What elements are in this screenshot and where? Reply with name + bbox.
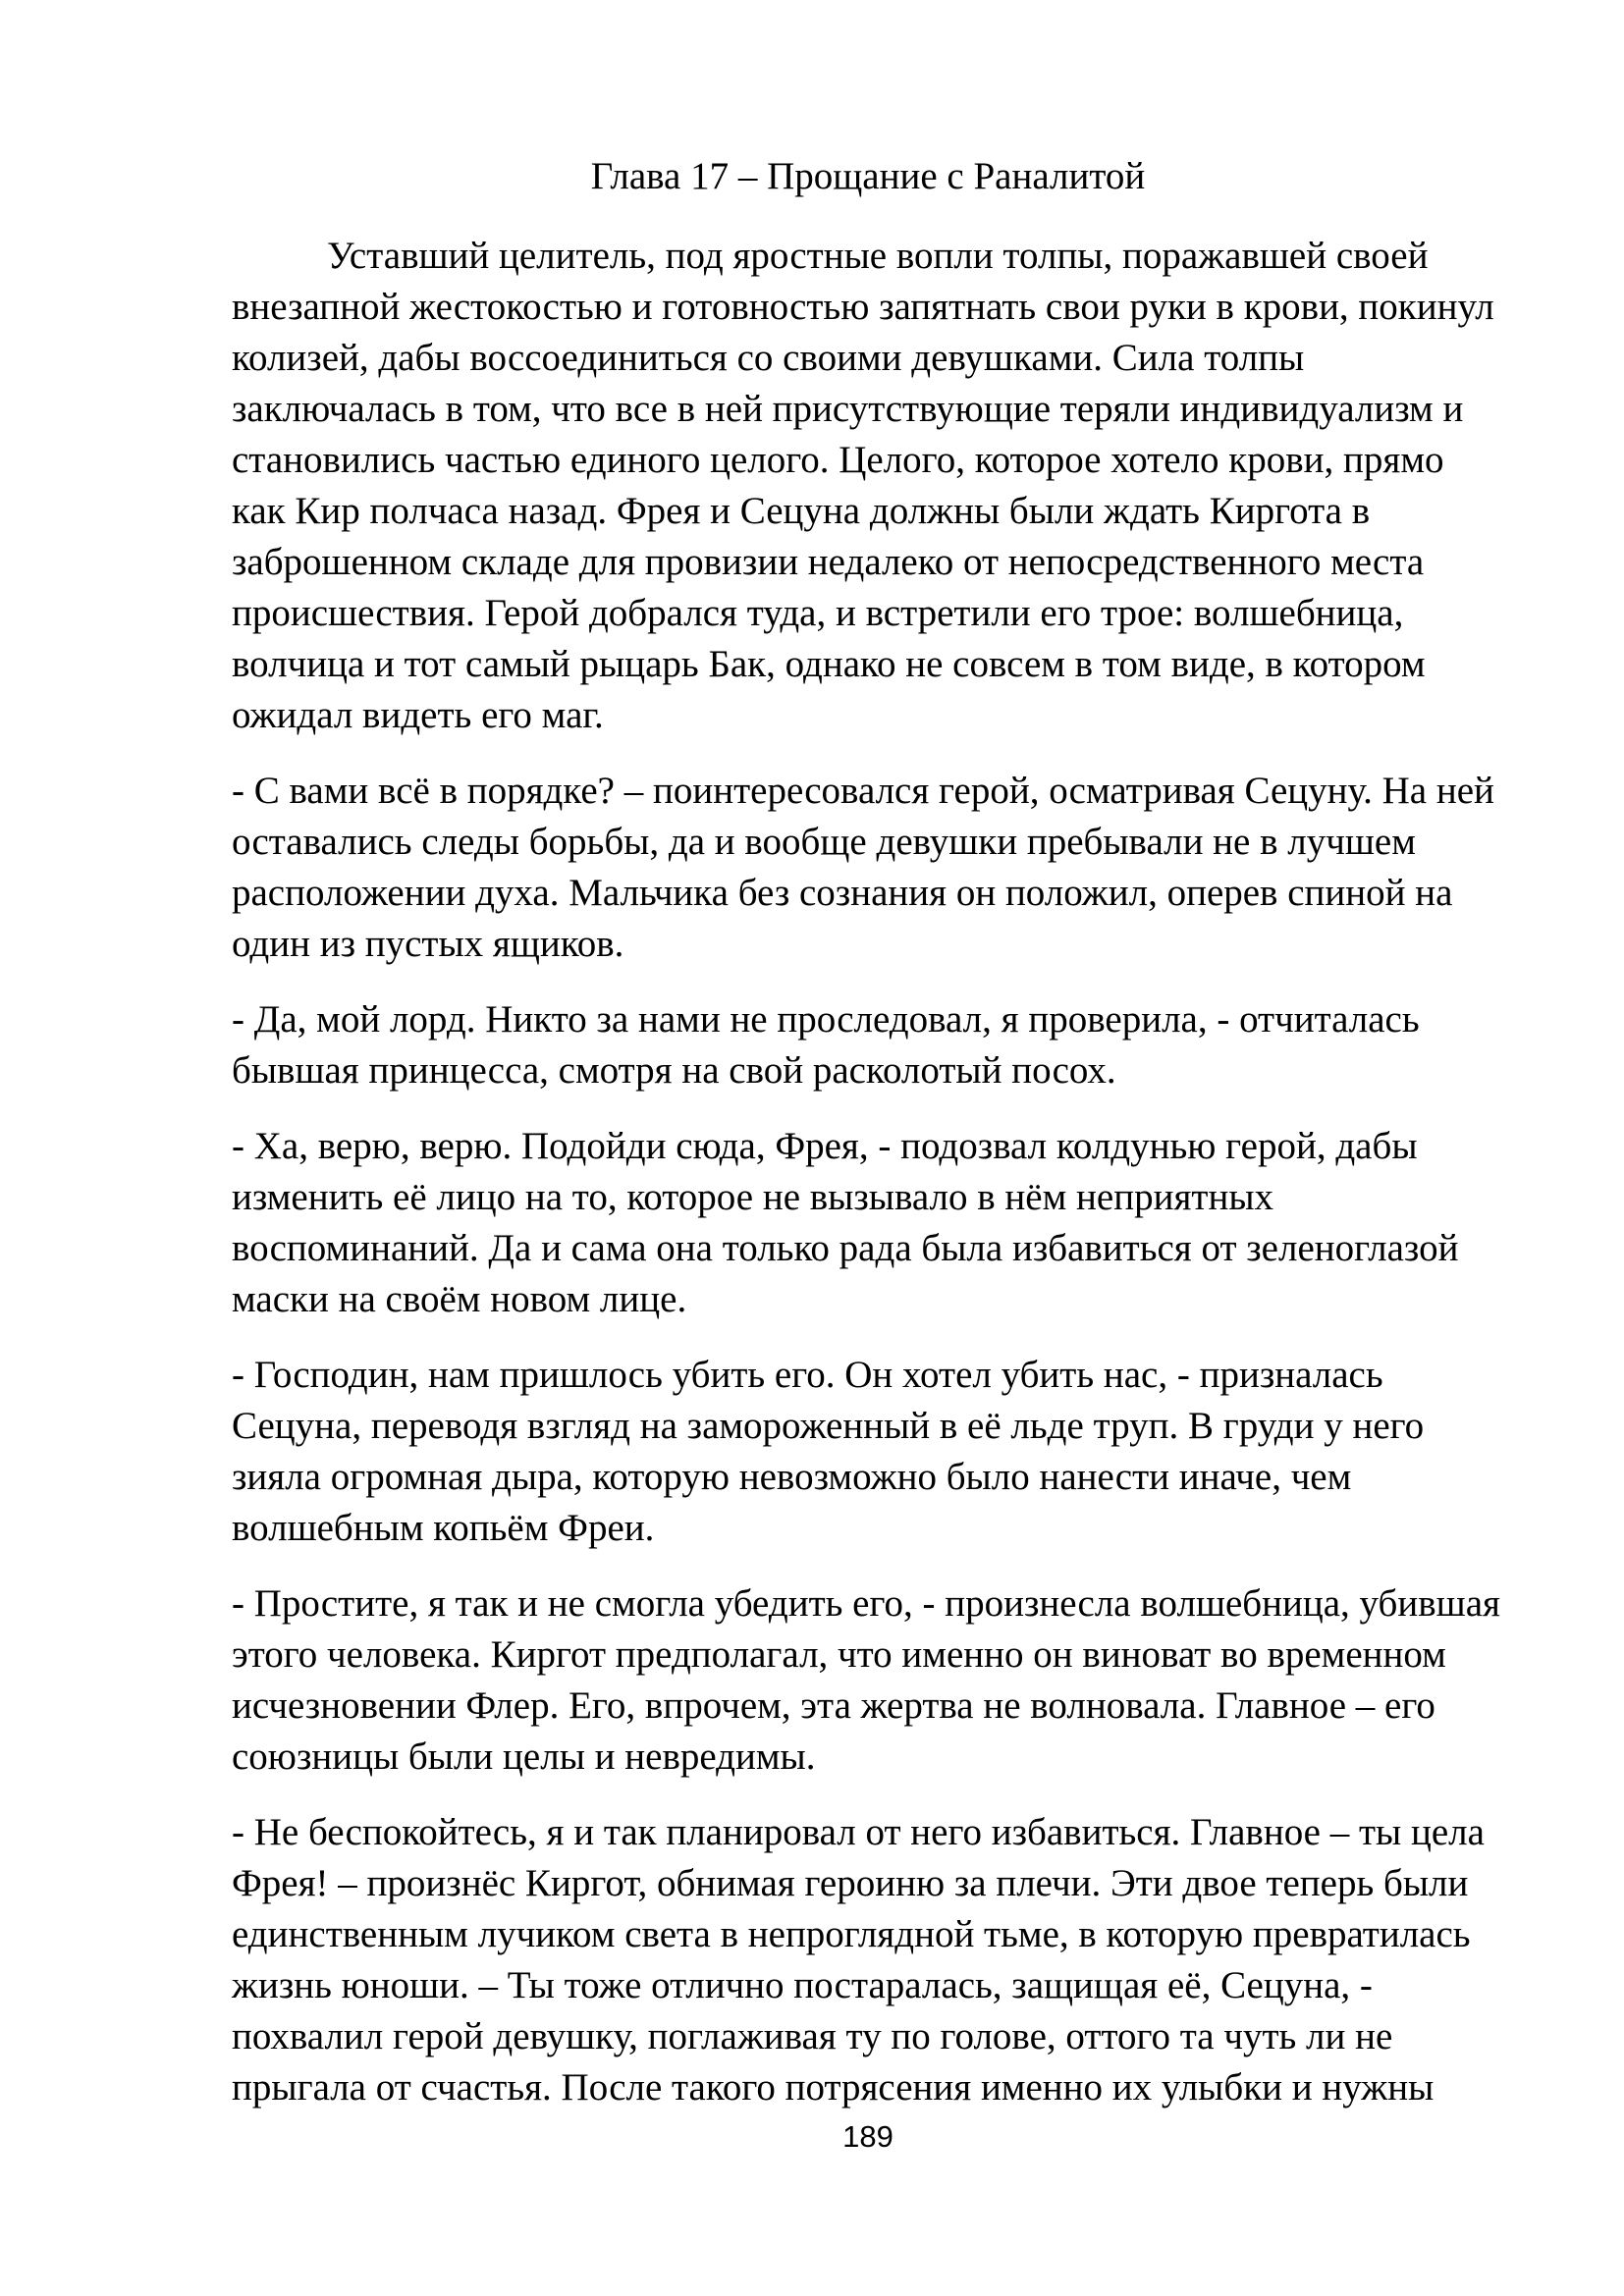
page-number: 189 — [842, 2119, 893, 2154]
paragraph: - Да, мой лорд. Никто за нами не проследовал, я проверила, - отчиталась бывшая принцесса, смотря на свой расколотый посох. — [232, 998, 1420, 1092]
chapter-title: Глава 17 – Прощание с Раналитой — [590, 155, 1146, 197]
text-block — [232, 0, 1504, 2138]
paragraph: Уставший целитель, под яростные вопли толпы, поражавшей своей внезапной жестокостью и готовностью запятнать свои руки в крови, покинул колизей, дабы воссоединиться со своими девушками. Сила толпы заключалась в том, что все в ней присутствующие теряли индивидуализм и становились частью единого целого. Целого, которое хотело крови, прямо как Кир полчаса назад. Фрея и Сецуна должны были ждать Киргота в заброшенном складе для провизии недалеко от непосредственного места происшествия. Герой добрался туда, и встретили его трое: волшебница, волчица и тот самый рыцарь Бак, однако не совсем в том виде, в котором ожидал видеть его маг. — [232, 235, 1494, 736]
paragraph: - Господин, нам пришлось убить его. Он хотел убить нас, - призналась Сецуна, переводя взгляд на замороженный в её льде труп. В груди у него зияла огромная дыра, которую невозможно было нанести иначе, чем волшебным копьём Фреи. — [232, 1354, 1425, 1549]
paragraph: - С вами всё в порядке? – поинтересовался герой, осматривая Сецуну. На ней оставались следы борьбы, да и вообще девушки пребывали не в лучшем расположении духа. Мальчика без сознания он положил, оперев спиной на один из пустых ящиков. — [232, 770, 1494, 965]
paragraph: - Ха, верю, верю. Подойди сюда, Фрея, - подозвал колдунью герой, дабы изменить её лицо на то, которое не вызывало в нём неприятных воспоминаний. Да и сама она только рада была избавиться от зеленоглазой маски на своём новом лице. — [232, 1125, 1459, 1320]
paragraph: - Не беспокойтесь, я и так планировал от него избавиться. Главное – ты цела Фрея! – произнёс Киргот, обнимая героиню за плечи. Эти двое теперь были единственным лучиком света в непроглядной тьме, в которую превратилась жизнь юноши. – Ты тоже отлично постаралась, защищая её, Сецуна, - похвалил герой девушку, поглаживая ту по голове, оттого та чуть ли не прыгала от счастья. После такого потрясения именно их улыбки и нужны — [232, 1811, 1485, 2109]
paragraph: - Простите, я так и не смогла убедить его, - произнесла волшебница, убившая этого человека. Киргот предполагал, что именно он виноват во временном исчезновении Флер. Его, впрочем, эта жертва не волновала. Главное – его союзницы были целы и невредимы. — [232, 1582, 1500, 1778]
